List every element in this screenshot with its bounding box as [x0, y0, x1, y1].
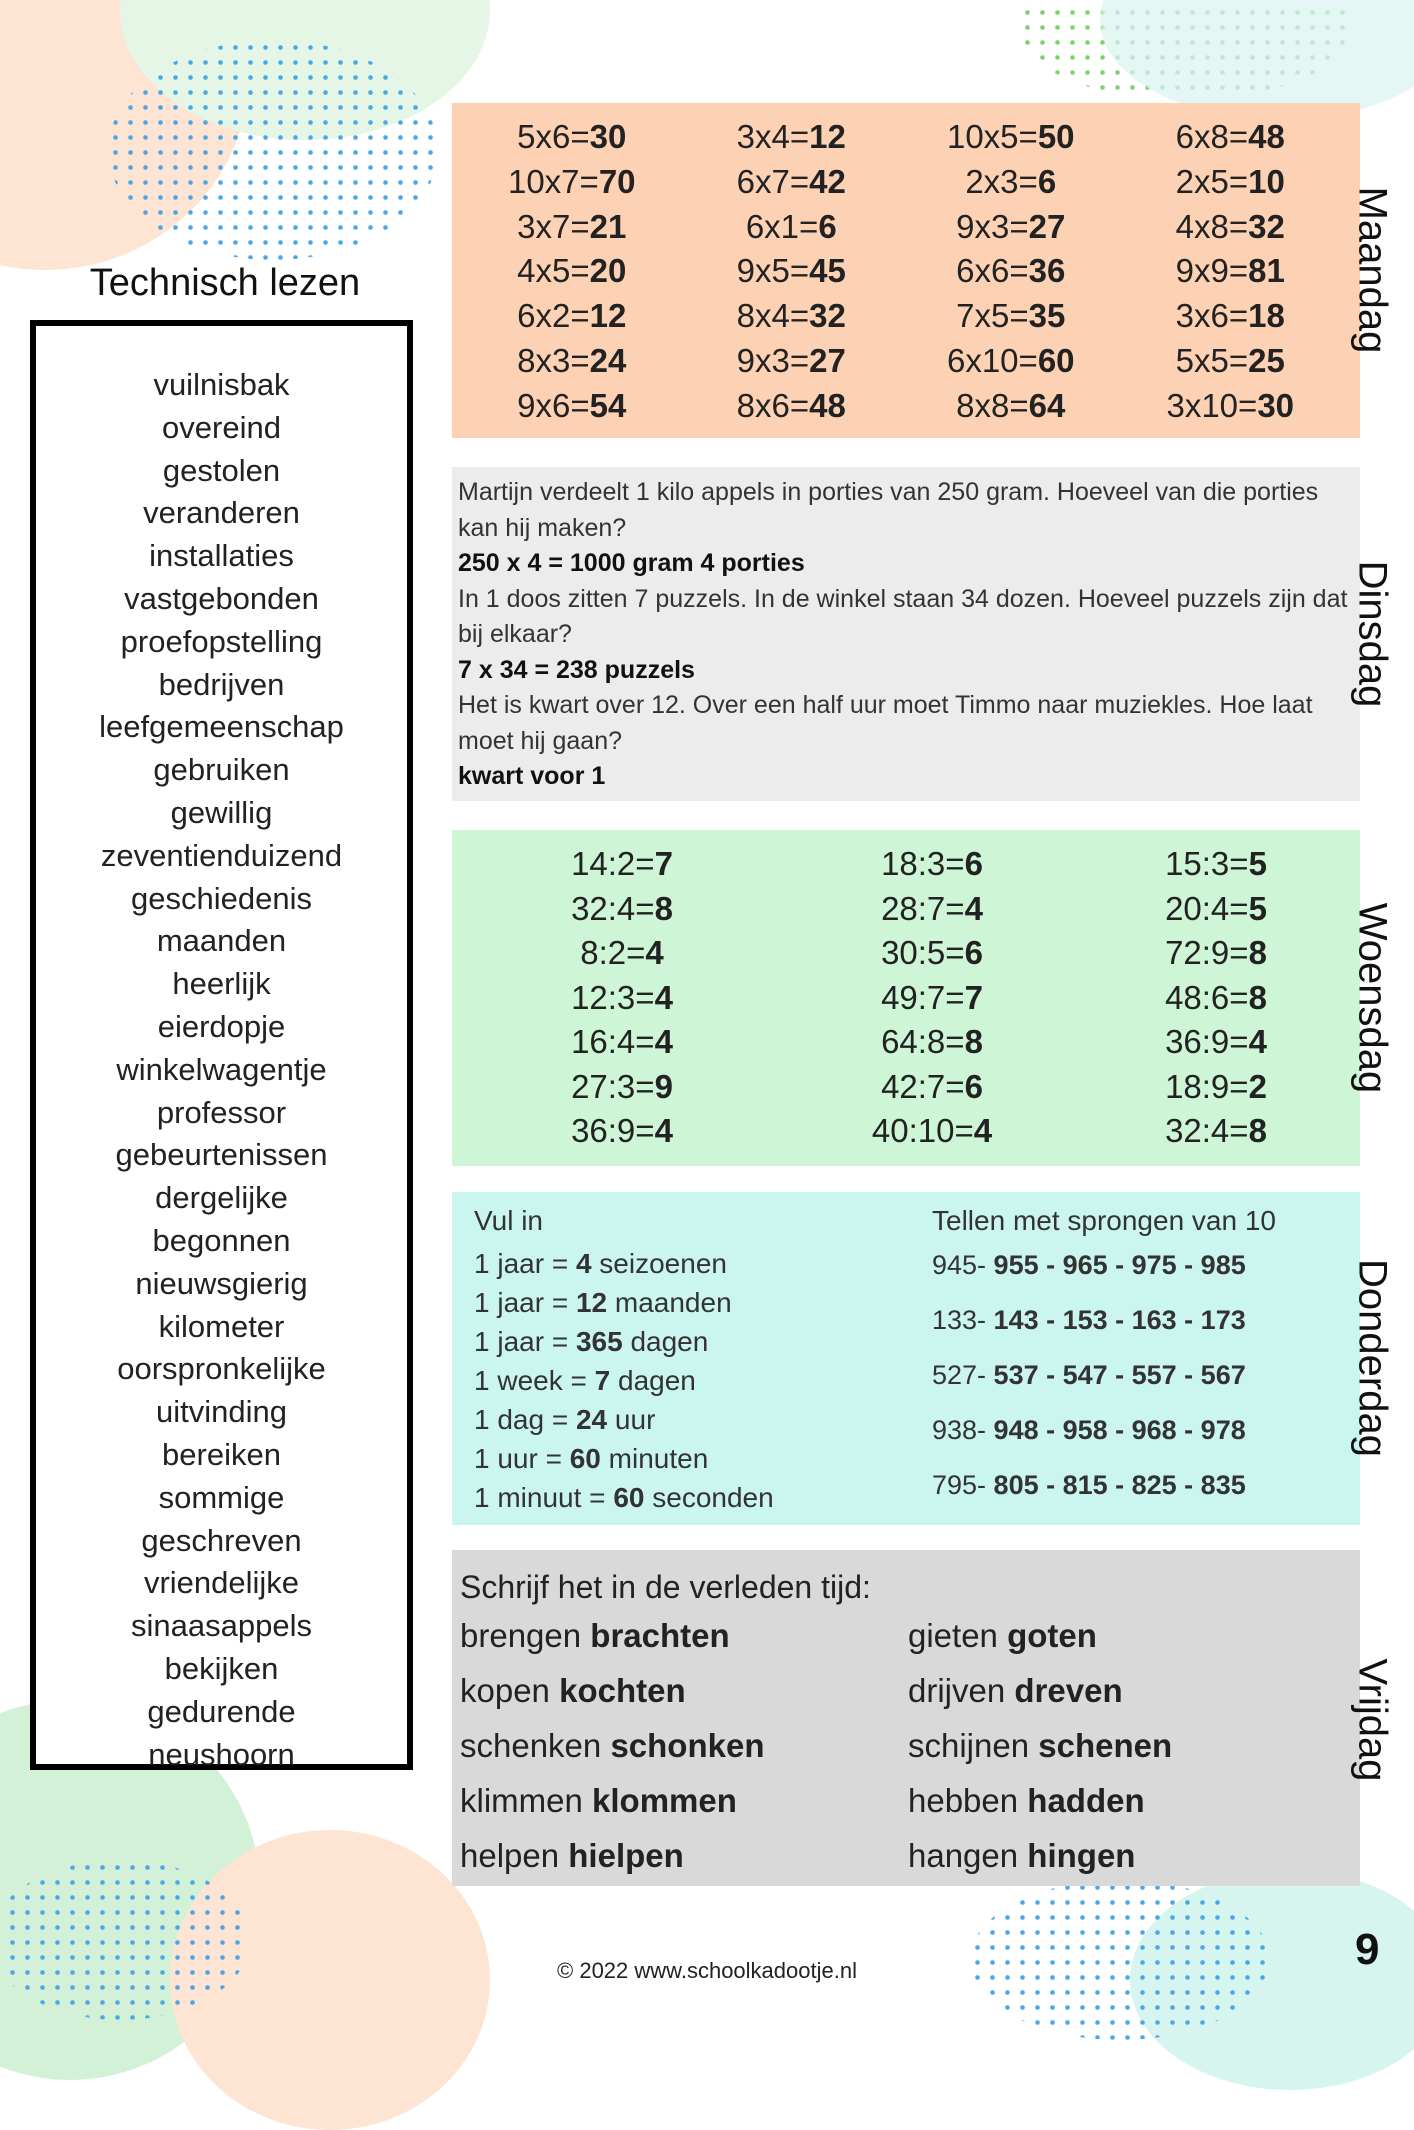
multiplication-equation: [901, 384, 1121, 429]
equation-answer: 4: [964, 889, 983, 927]
vul-in-section: [474, 1198, 774, 1517]
vul-in-value: 60: [613, 1482, 645, 1513]
word-problem-answer: 250 x 4 = 1000 gram 4 porties: [458, 549, 805, 577]
equation-question: 7x5=: [956, 297, 1029, 335]
equation-answer: 27: [1028, 207, 1066, 245]
copyright-footer: © 2022 www.schoolkadootje.nl: [557, 1958, 857, 1983]
equation-answer: 7: [654, 845, 673, 882]
equation-question: 6x6=: [956, 252, 1029, 290]
donderdag-panel: [452, 1192, 1360, 1525]
vul-in-prefix: 1 week =: [474, 1365, 595, 1396]
tellen-row: [932, 1299, 1276, 1354]
word-item: geschiedenis: [131, 880, 312, 916]
equation-answer: 4: [645, 934, 664, 971]
word-item: eierdopje: [157, 1008, 286, 1044]
equation-answer: 54: [589, 386, 627, 424]
word-item: gewillig: [170, 794, 273, 830]
multiplication-equation: [1121, 294, 1341, 339]
word-item: bedrijven: [158, 666, 285, 702]
verb-present: schenken: [460, 1727, 611, 1764]
vul-in-prefix: 1 jaar =: [474, 1248, 576, 1279]
vul-in-row: [474, 1478, 774, 1517]
word-item: kilometer: [158, 1308, 285, 1344]
multiplication-equation: [901, 249, 1121, 294]
equation-answer: 12: [809, 118, 846, 155]
division-equation: [452, 887, 792, 932]
equation-answer: 18: [1248, 297, 1285, 335]
equation-answer: 9: [654, 1067, 673, 1105]
multiplication-column: [462, 115, 682, 429]
multiplication-equation: [1121, 249, 1341, 294]
equation-question: 9x3=: [956, 207, 1029, 245]
multiplication-equation: [1121, 205, 1341, 250]
equation-question: 6x7=: [736, 162, 810, 200]
equation-question: 8:2=: [580, 934, 646, 971]
equation-answer: 8: [1248, 1112, 1267, 1149]
multiplication-equation: [462, 384, 682, 429]
equation-answer: 81: [1248, 252, 1285, 290]
equation-answer: 6: [964, 1067, 983, 1105]
division-equation: [452, 1065, 792, 1110]
word-item: gebruiken: [153, 752, 290, 788]
tellen-row: [932, 1409, 1276, 1464]
verb-past: kochten: [559, 1672, 686, 1709]
tellen-start: 945-: [932, 1250, 994, 1280]
equation-question: 3x7=: [517, 207, 590, 245]
division-equation: [1072, 976, 1360, 1021]
verb-present: kopen: [460, 1672, 560, 1709]
equation-question: 8x3=: [517, 341, 590, 379]
word-item: proefopstelling: [120, 623, 323, 659]
vul-in-prefix: 1 jaar =: [474, 1326, 576, 1357]
word-item: vuilnisbak: [153, 367, 290, 402]
tellen-row: [932, 1244, 1276, 1299]
vul-in-value: 4: [575, 1248, 592, 1279]
tellen-start: 938-: [932, 1415, 994, 1445]
maandag-multiplication-grid: [452, 103, 1360, 429]
verb-past: klommen: [592, 1782, 737, 1819]
equation-question: 42:7=: [881, 1067, 965, 1105]
multiplication-equation: [1121, 160, 1341, 205]
equation-question: 10x5=: [946, 118, 1038, 155]
verb-present: hebben: [908, 1782, 1028, 1819]
verb-pair: [460, 1608, 908, 1663]
equation-question: 3x6=: [1175, 297, 1249, 335]
vul-in-value: 365: [575, 1326, 623, 1357]
multiplication-equation: [1121, 384, 1341, 429]
equation-answer: 32: [809, 297, 846, 335]
equation-answer: 48: [809, 386, 846, 424]
verb-pair: [908, 1828, 1352, 1883]
equation-question: 72:9=: [1165, 934, 1249, 971]
verb-past: hadden: [1027, 1782, 1145, 1819]
multiplication-equation: [682, 384, 902, 429]
equation-answer: 20: [589, 252, 627, 290]
woensdag-division-grid: [452, 830, 1360, 1154]
word-item: begonnen: [152, 1222, 291, 1258]
multiplication-equation: [462, 294, 682, 339]
equation-answer: 30: [1257, 386, 1295, 424]
verb-pair: [908, 1608, 1352, 1663]
multiplication-equation: [682, 294, 902, 339]
vul-in-suffix: maanden: [607, 1287, 732, 1318]
vul-in-suffix: uur: [607, 1404, 656, 1435]
vul-in-value: 60: [569, 1443, 601, 1474]
equation-answer: 64: [1028, 386, 1066, 424]
decor-blue-dots: [108, 40, 438, 260]
equation-answer: 5: [1248, 845, 1267, 882]
word-item: installaties: [149, 538, 294, 574]
division-column: [1072, 842, 1360, 1154]
division-column: [452, 842, 792, 1154]
division-equation: [792, 887, 1072, 932]
multiplication-equation: [901, 294, 1121, 339]
vul-in-value: 12: [575, 1287, 608, 1318]
equation-question: 28:7=: [881, 889, 965, 927]
equation-question: 10x7=: [507, 162, 599, 200]
word-problem-question: Martijn verdeelt 1 kilo appels in porties van 250 gram. Hoeveel van die porties kan hij maken?: [458, 478, 1319, 542]
equation-answer: 12: [589, 297, 627, 335]
division-equation: [452, 931, 792, 976]
division-equation: [792, 842, 1072, 887]
equation-answer: 7: [964, 978, 983, 1016]
division-equation: [792, 1109, 1072, 1154]
maandag-panel: [452, 103, 1360, 438]
maandag-label: Maandag: [1350, 186, 1395, 354]
equation-answer: 8: [654, 889, 673, 927]
verleden-tijd-grid: [460, 1608, 1352, 1883]
decor-blue-dots-bottom: [0, 1860, 250, 2020]
vul-in-title: Vul in: [474, 1205, 544, 1236]
equation-question: 64:8=: [881, 1023, 965, 1060]
multiplication-column: [682, 115, 902, 429]
equation-question: 32:4=: [1165, 1112, 1249, 1149]
vul-in-value: 7: [594, 1365, 611, 1396]
equation-answer: 6: [964, 845, 983, 882]
tellen-row: [932, 1354, 1276, 1409]
multiplication-equation: [901, 115, 1121, 160]
equation-answer: 8: [964, 1023, 983, 1060]
word-item: heerlijk: [172, 966, 271, 1002]
multiplication-equation: [682, 160, 902, 205]
word-item: dergelijke: [155, 1180, 288, 1216]
vul-in-suffix: minuten: [600, 1443, 709, 1474]
equation-answer: 5: [1248, 889, 1267, 927]
equation-answer: 42: [809, 162, 846, 200]
verb-pair: [460, 1718, 908, 1773]
equation-question: 18:9=: [1165, 1067, 1249, 1105]
multiplication-equation: [1121, 339, 1341, 384]
tellen-sequence: 143 - 153 - 163 - 173: [993, 1305, 1246, 1335]
verb-past: schenen: [1038, 1727, 1173, 1764]
tellen-sequence: 955 - 965 - 975 - 985: [993, 1250, 1246, 1280]
equation-question: 36:9=: [571, 1112, 655, 1149]
multiplication-equation: [462, 115, 682, 160]
multiplication-equation: [462, 160, 682, 205]
multiplication-equation: [682, 115, 902, 160]
tellen-section: [932, 1198, 1276, 1519]
multiplication-equation: [682, 205, 902, 250]
equation-answer: 10: [1248, 162, 1285, 200]
equation-answer: 25: [1248, 341, 1285, 379]
equation-question: 30:5=: [881, 934, 965, 971]
equation-answer: 30: [589, 118, 627, 155]
word-item: geschreven: [141, 1522, 302, 1558]
word-item: vriendelijke: [143, 1565, 300, 1601]
equation-question: 49:7=: [881, 978, 965, 1016]
equation-question: 5x6=: [517, 118, 590, 155]
word-item: leefgemeenschap: [99, 709, 344, 745]
word-item: bekijken: [164, 1650, 279, 1686]
vul-in-value: 24: [575, 1404, 608, 1435]
division-equation: [452, 976, 792, 1021]
verb-present: hangen: [908, 1837, 1028, 1874]
verb-past: brachten: [590, 1617, 730, 1654]
tellen-sequence: 537 - 547 - 557 - 567: [993, 1360, 1246, 1390]
equation-answer: 21: [589, 207, 627, 245]
equation-answer: 50: [1037, 118, 1075, 155]
equation-answer: 36: [1028, 252, 1066, 290]
word-problem-answer: 7 x 34 = 238 puzzels: [458, 655, 695, 684]
multiplication-equation: [901, 339, 1121, 384]
tellen-start: 795-: [932, 1470, 994, 1500]
decor-teal-circle-top: [1100, 0, 1414, 120]
word-problem-answer: kwart voor 1: [458, 762, 606, 790]
word-item: sinaasappels: [131, 1608, 312, 1644]
equation-question: 5x5=: [1175, 341, 1249, 379]
division-column: [792, 842, 1072, 1154]
word-item: professor: [156, 1094, 287, 1130]
vul-in-row: [474, 1322, 774, 1361]
verb-past: hingen: [1027, 1837, 1136, 1874]
word-item: vastgebonden: [124, 580, 319, 616]
word-problem-question: Het is kwart over 12. Over een half uur moet Timmo naar muziekles. Hoe laat moet hij gaan?: [458, 691, 1313, 755]
equation-question: 9x5=: [736, 252, 810, 290]
division-equation: [1072, 842, 1360, 887]
equation-answer: 24: [589, 341, 627, 379]
division-equation: [452, 1020, 792, 1065]
equation-answer: 6: [818, 207, 837, 245]
multiplication-equation: [1121, 115, 1341, 160]
verb-present: schijnen: [908, 1727, 1039, 1764]
multiplication-equation: [901, 205, 1121, 250]
division-equation: [792, 1020, 1072, 1065]
verb-pair: [460, 1828, 908, 1883]
equation-question: 15:3=: [1165, 845, 1249, 882]
multiplication-column: [1121, 115, 1341, 429]
verb-present: klimmen: [460, 1782, 593, 1819]
division-equation: [1072, 1020, 1360, 1065]
dinsdag-label: Dinsdag: [1350, 560, 1395, 708]
verb-pair: [908, 1718, 1352, 1773]
tellen-start: 133-: [932, 1305, 994, 1335]
multiplication-equation: [462, 339, 682, 384]
equation-question: 6x8=: [1175, 118, 1249, 155]
technisch-lezen-title: Technisch lezen: [89, 262, 361, 304]
vul-in-prefix: 1 uur =: [474, 1443, 570, 1474]
equation-answer: 35: [1028, 297, 1066, 335]
equation-question: 36:9=: [1165, 1023, 1249, 1060]
equation-answer: 70: [598, 162, 636, 200]
vul-in-prefix: 1 jaar =: [474, 1287, 576, 1318]
tellen-start: 527-: [932, 1360, 994, 1390]
vul-in-suffix: dagen: [622, 1326, 709, 1357]
word-item: bereiken: [162, 1436, 281, 1472]
vul-in-row: [474, 1400, 774, 1439]
equation-answer: 48: [1248, 118, 1285, 155]
equation-answer: 6: [1037, 162, 1057, 200]
verb-past: schonken: [610, 1727, 765, 1764]
equation-question: 4x5=: [517, 252, 590, 290]
equation-answer: 4: [654, 1112, 673, 1149]
word-problem-question: In 1 doos zitten 7 puzzels. In de winkel staan 34 dozen. Hoeveel puzzels zijn dat bij elkaar?: [458, 584, 1348, 648]
equation-question: 14:2=: [571, 845, 655, 882]
equation-question: 9x9=: [1175, 252, 1249, 290]
vul-in-row: [474, 1361, 774, 1400]
vrijdag-title: Schrijf het in de verleden tijd:: [460, 1569, 871, 1605]
division-equation: [792, 931, 1072, 976]
division-equation: [1072, 1065, 1360, 1110]
division-equation: [792, 1065, 1072, 1110]
donderdag-label: Donderdag: [1350, 1259, 1395, 1457]
word-item: neushoorn: [148, 1736, 295, 1772]
page-number: 9: [1355, 1925, 1380, 1974]
verb-pair: [460, 1663, 908, 1718]
verb-present: gieten: [908, 1617, 1008, 1654]
word-item: nieuwsgierig: [135, 1265, 308, 1301]
verb-present: brengen: [460, 1617, 591, 1654]
equation-question: 6x1=: [745, 207, 819, 245]
tellen-row: [932, 1464, 1276, 1519]
equation-question: 3x4=: [736, 118, 810, 155]
equation-question: 8x4=: [736, 297, 810, 335]
equation-answer: 27: [809, 341, 846, 379]
word-item: sommige: [158, 1479, 285, 1515]
equation-question: 9x3=: [736, 341, 810, 379]
equation-answer: 4: [1248, 1023, 1267, 1060]
tellen-sequence: 948 - 958 - 968 - 978: [993, 1415, 1246, 1445]
equation-question: 20:4=: [1165, 889, 1249, 927]
division-equation: [1072, 887, 1360, 932]
multiplication-equation: [462, 205, 682, 250]
equation-answer: 32: [1248, 207, 1285, 245]
division-equation: [452, 1109, 792, 1154]
equation-question: 2x3=: [965, 162, 1038, 200]
word-item: veranderen: [143, 495, 300, 531]
vul-in-suffix: seconden: [644, 1482, 774, 1513]
word-item: uitvinding: [156, 1394, 287, 1430]
tellen-title: Tellen met sprongen van 10: [932, 1205, 1276, 1236]
word-item: gebeurtenissen: [115, 1137, 328, 1173]
word-item: maanden: [156, 923, 287, 959]
word-item: zeventienduizend: [100, 837, 343, 873]
equation-question: 2x5=: [1175, 162, 1249, 200]
equation-answer: 2: [1248, 1067, 1267, 1105]
vul-in-suffix: seizoenen: [591, 1248, 727, 1279]
vrijdag-panel: [452, 1550, 1360, 1886]
equation-question: 3x10=: [1166, 386, 1258, 424]
verb-past: goten: [1007, 1617, 1097, 1654]
equation-question: 18:3=: [881, 845, 965, 882]
division-equation: [1072, 931, 1360, 976]
verb-present: helpen: [460, 1837, 569, 1874]
verb-pair: [460, 1773, 908, 1828]
equation-question: 40:10=: [871, 1112, 974, 1149]
verb-pair: [908, 1773, 1352, 1828]
vul-in-row: [474, 1244, 774, 1283]
vrijdag-label: Vrijdag: [1350, 1658, 1395, 1782]
word-item: overeind: [162, 409, 281, 445]
equation-answer: 45: [809, 252, 846, 290]
equation-question: 9x6=: [517, 386, 590, 424]
multiplication-equation: [901, 160, 1121, 205]
word-item: winkelwagentje: [116, 1051, 327, 1087]
equation-question: 4x8=: [1175, 207, 1249, 245]
equation-question: 8x8=: [956, 386, 1029, 424]
equation-question: 48:6=: [1165, 978, 1249, 1016]
word-item: gestolen: [162, 452, 281, 488]
equation-answer: 4: [654, 978, 673, 1016]
multiplication-equation: [462, 249, 682, 294]
word-list: [36, 364, 407, 1776]
verb-past: dreven: [1014, 1672, 1123, 1709]
division-equation: [1072, 1109, 1360, 1154]
multiplication-column: [901, 115, 1121, 429]
equation-question: 27:3=: [571, 1067, 655, 1105]
multiplication-equation: [682, 339, 902, 384]
equation-answer: 6: [964, 934, 983, 971]
vul-in-row: [474, 1283, 774, 1322]
equation-answer: 8: [1248, 934, 1267, 971]
equation-question: 32:4=: [571, 889, 655, 927]
verb-past: hielpen: [568, 1837, 684, 1874]
equation-answer: 60: [1037, 341, 1075, 379]
dinsdag-panel: [452, 467, 1360, 801]
equation-question: 16:4=: [571, 1023, 655, 1060]
vul-in-row: [474, 1439, 774, 1478]
equation-question: 8x6=: [736, 386, 810, 424]
division-equation: [792, 976, 1072, 1021]
equation-question: 12:3=: [571, 978, 655, 1016]
verb-present: drijven: [908, 1672, 1015, 1709]
equation-question: 6x2=: [517, 297, 590, 335]
equation-answer: 4: [973, 1112, 993, 1149]
equation-question: 6x10=: [946, 341, 1038, 379]
division-equation: [452, 842, 792, 887]
multiplication-equation: [682, 249, 902, 294]
word-item: oorspronkelijke: [117, 1351, 326, 1387]
equation-answer: 4: [654, 1023, 673, 1060]
word-list-box: [30, 320, 413, 1770]
vul-in-suffix: dagen: [610, 1365, 696, 1396]
vul-in-prefix: 1 minuut =: [474, 1482, 614, 1513]
verb-pair: [908, 1663, 1352, 1718]
woensdag-label: Woensdag: [1350, 902, 1395, 1094]
tellen-sequence: 805 - 815 - 825 - 835: [993, 1470, 1246, 1500]
equation-answer: 8: [1248, 978, 1267, 1016]
word-item: gedurende: [147, 1693, 296, 1729]
vul-in-prefix: 1 dag =: [474, 1404, 576, 1435]
woensdag-panel: [452, 830, 1360, 1166]
